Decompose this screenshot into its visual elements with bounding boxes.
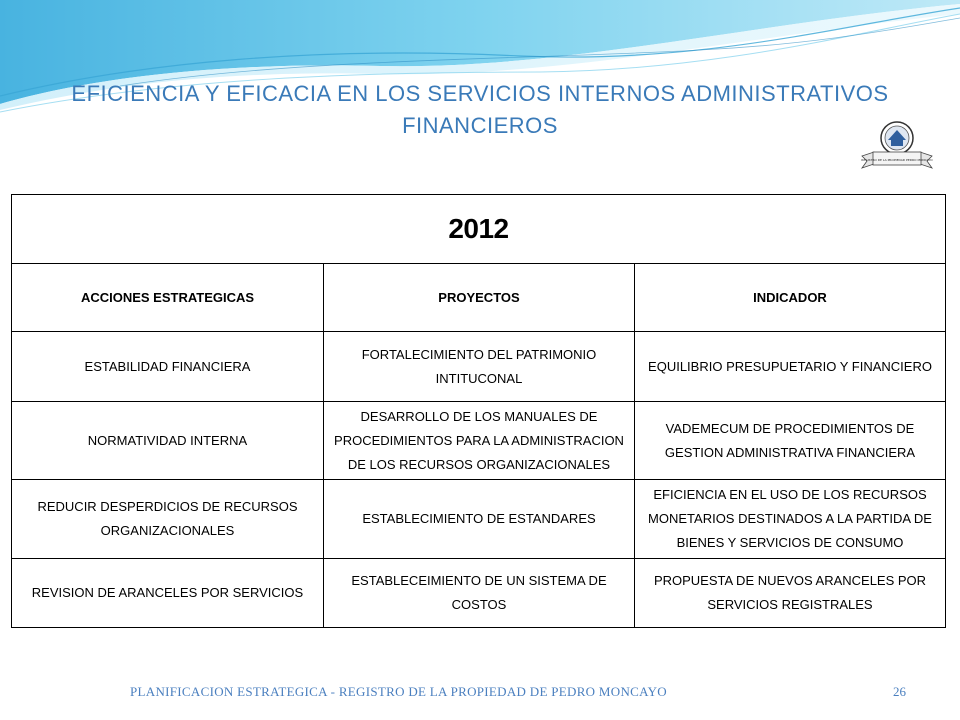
indicador-cell: VADEMECUM DE PROCEDIMIENTOS DE GESTION ADMINISTRATIVA FINANCIERA [635,402,946,480]
registry-seal-logo [860,118,934,174]
proyecto-cell: FORTALECIMIENTO DEL PATRIMONIO INTITUCONAL [324,332,635,402]
accion-cell: NORMATIVIDAD INTERNA [12,402,324,480]
accion-cell: REDUCIR DESPERDICIOS DE RECURSOS ORGANIZACIONALES [12,480,324,559]
logo-caption: REGISTRO DE LA PROPIEDAD PEDRO MONCAYO [861,158,933,162]
table-row [12,559,946,628]
table-row [12,402,946,480]
table-year: 2012 [12,195,946,264]
header-indicador: INDICADOR [635,264,946,332]
proyecto-cell: ESTABLECIMIENTO DE ESTANDARES [324,480,635,559]
table-row [12,480,946,559]
header-acciones-estrategicas: ACCIONES ESTRATEGICAS [12,264,324,332]
table-row [12,332,946,402]
accion-cell: REVISION DE ARANCELES POR SERVICIOS [12,559,324,628]
strategy-table [11,194,946,628]
indicador-cell: EFICIENCIA EN EL USO DE LOS RECURSOS MONETARIOS DESTINADOS A LA PARTIDA DE BIENES Y SERVICIOS DE CONSUMO [635,480,946,559]
page-number: 26 [893,684,906,699]
header-proyectos: PROYECTOS [324,264,635,332]
proyecto-cell: ESTABLECEIMIENTO DE UN SISTEMA DE COSTOS [324,559,635,628]
indicador-cell: EQUILIBRIO PRESUPUETARIO Y FINANCIERO [635,332,946,402]
accion-cell: ESTABILIDAD FINANCIERA [12,332,324,402]
proyecto-cell: DESARROLLO DE LOS MANUALES DE PROCEDIMIENTOS PARA LA ADMINISTRACION DE LOS RECURSOS ORGANIZACIONALES [324,402,635,480]
indicador-cell: PROPUESTA DE NUEVOS ARANCELES POR SERVICIOS REGISTRALES [635,559,946,628]
slide-title: EFICIENCIA Y EFICACIA EN LOS SERVICIOS INTERNOS ADMINISTRATIVOS FINANCIEROS [71,81,889,138]
slide-footer: PLANIFICACION ESTRATEGICA - REGISTRO DE LA PROPIEDAD DE PEDRO MONCAYO [130,684,667,699]
